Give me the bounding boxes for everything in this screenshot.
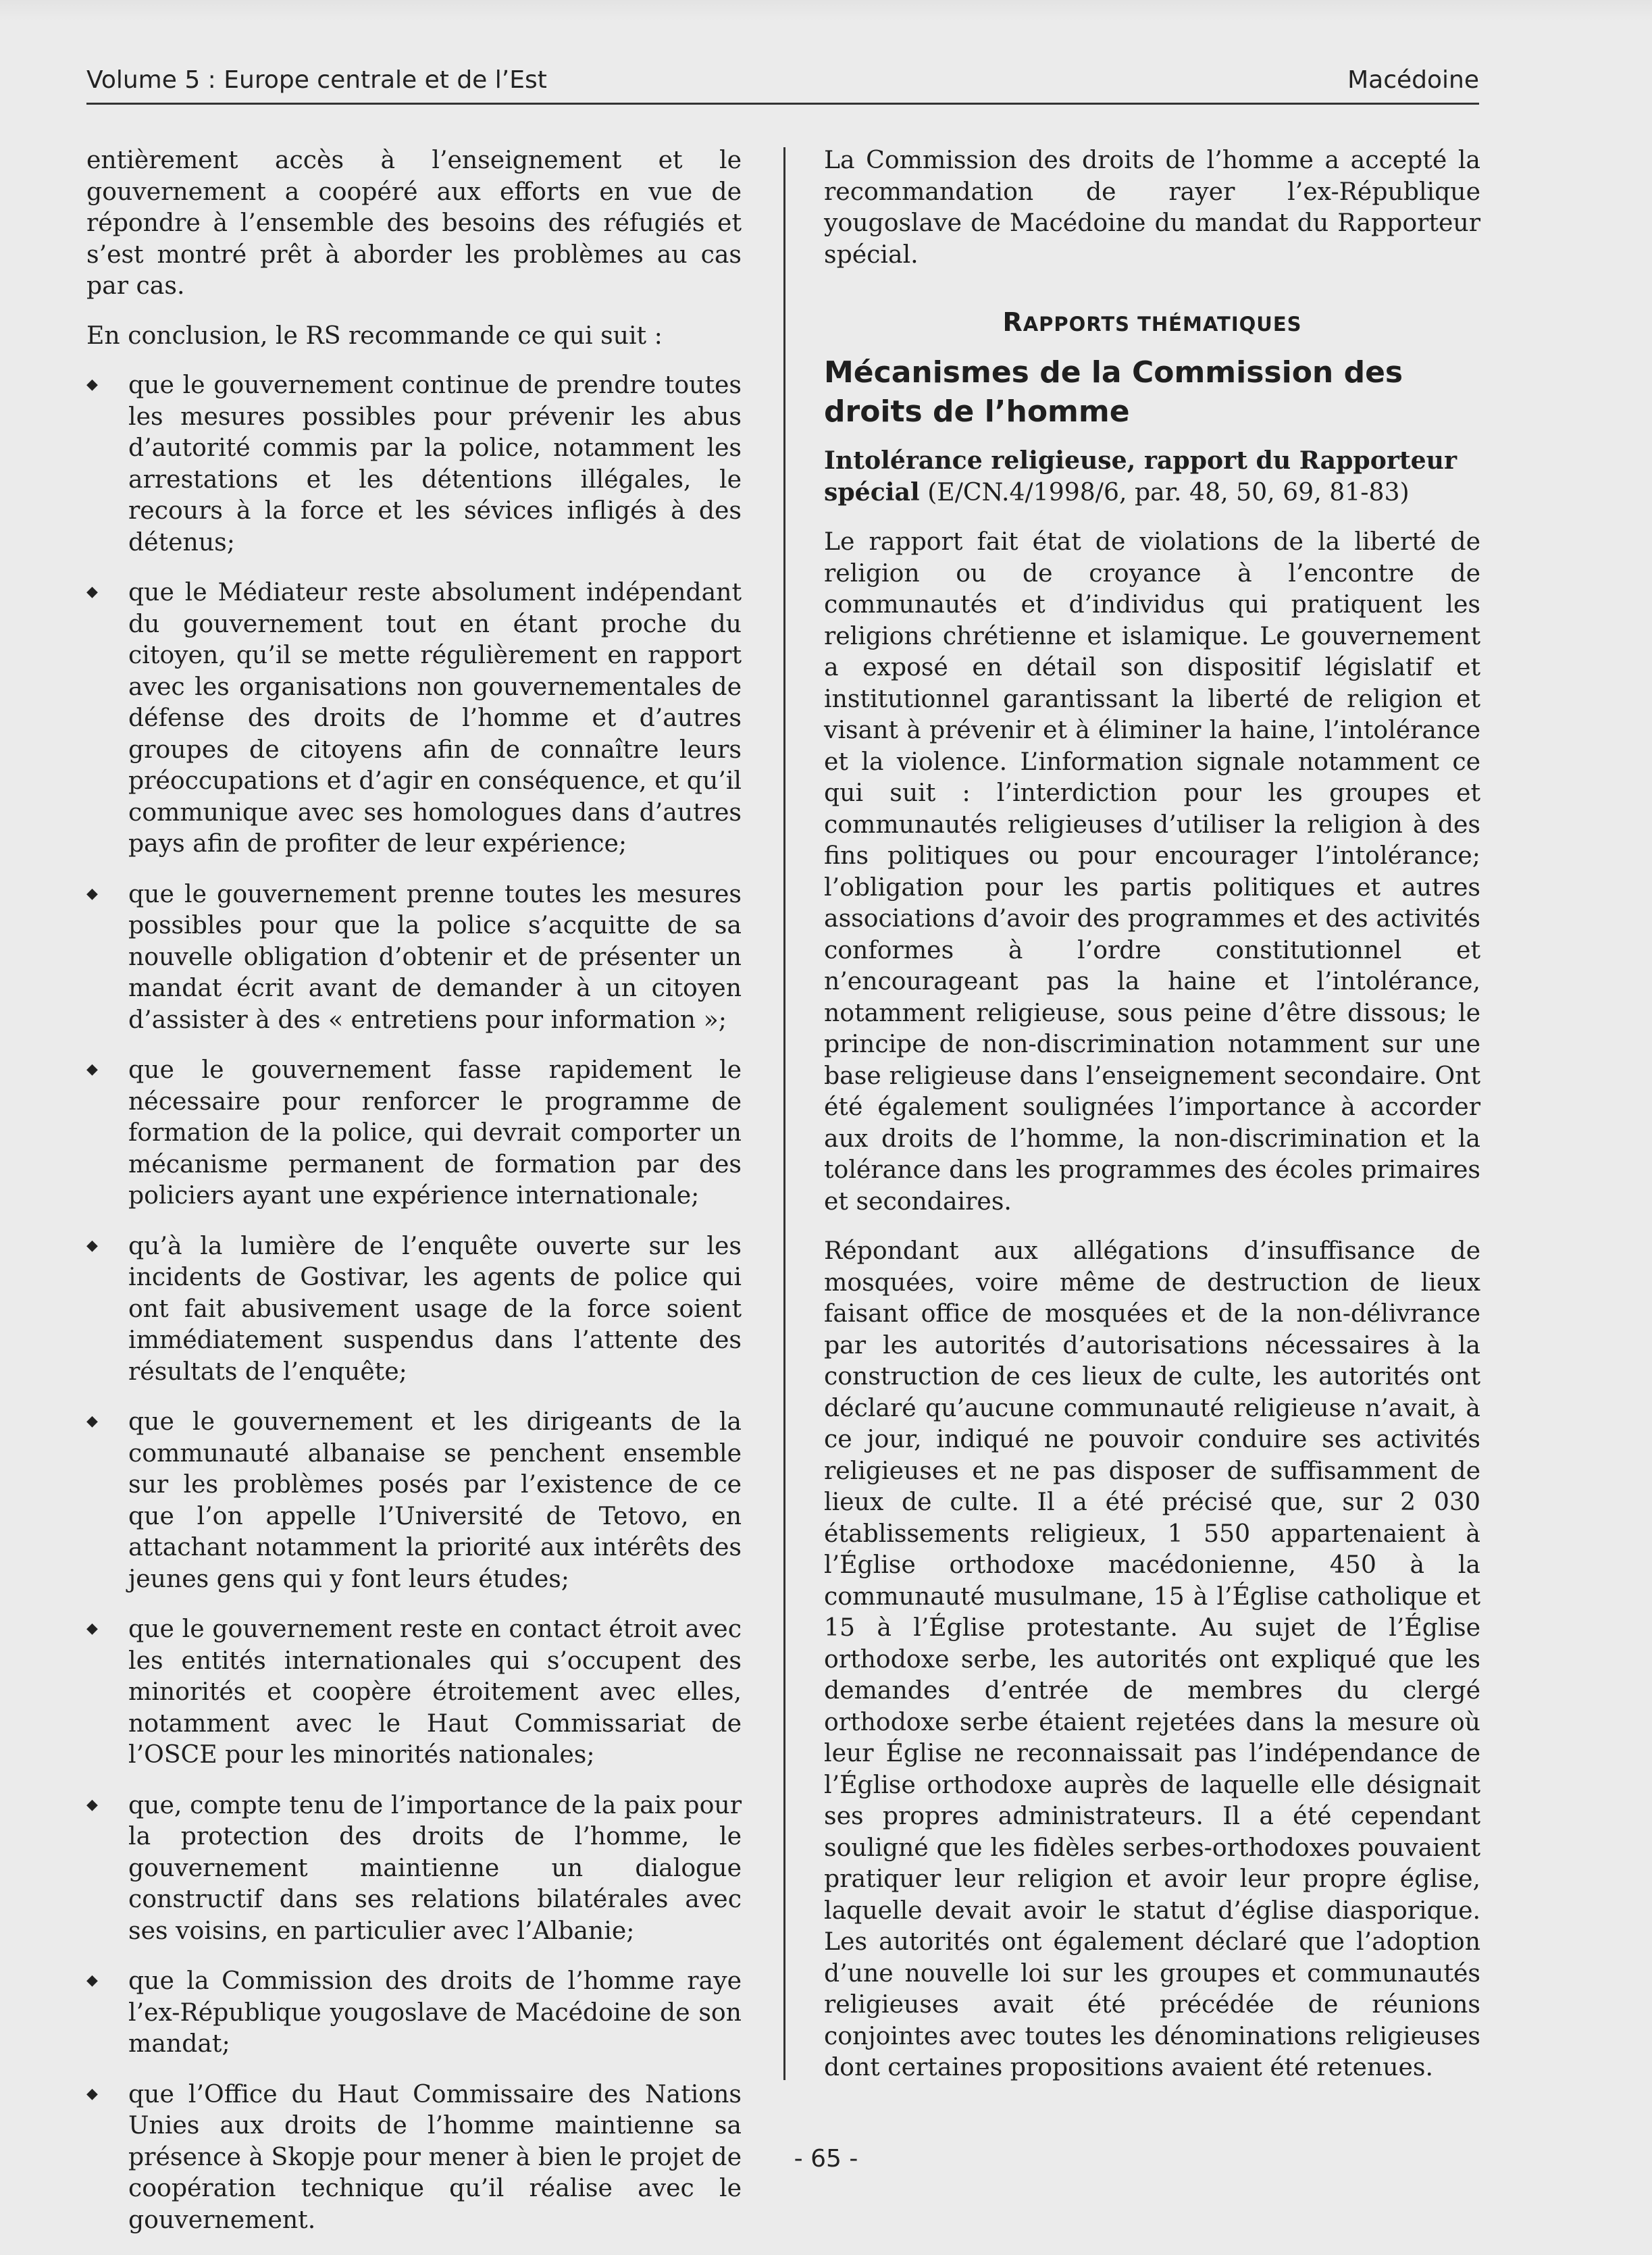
recommendation-text: que le gouvernement et les dirigeants de la communauté albanaise se penchent ensemble sur les problèmes posés par l’existence de ce que l’on appelle l’Université de Tetovo, en attachant notamment la priorité aux intérêts des jeunes gens qui y font leurs études; <box>128 1407 742 1593</box>
commission-paragraph: La Commission des droits de l’homme a accepté la recommandation de rayer l’ex-République yougoslave de Macédoine du mandat du Rapporteur spécial. <box>824 145 1480 269</box>
section-title-initial: R <box>1002 307 1023 337</box>
diamond-bullet-icon: ◆ <box>86 1237 98 1254</box>
header-country: Macédoine <box>1347 66 1479 94</box>
diamond-bullet-icon: ◆ <box>86 376 98 393</box>
response-paragraph: Répondant aux allégations d’insuffisance de mosquées, voire même de destruction de lieux faisant office de mosquées et de la non-délivrance par les autorités d’autorisations nécessaires à la construction de ces lieux de culte, les autorités ont déclaré qu’aucune communauté religieuse n’avait, à ce jour, indiqué ne pouvoir conduire ses activités religieuses et ne pas disposer de suffisamment de lieux de culte. Il a été précisé que, sur 2 030 établissements religieux, 1 550 appartenaient à l’Église orthodoxe macédonienne, 450 à la communauté musulmane, 15 à l’Église catholique et 15 à l’Église protestante. Au sujet de l’Église orthodoxe serbe, les autorités ont expliqué que les demandes d’entrée de membres du clergé orthodoxe serbe étaient rejetées dans la mesure où leur Église ne reconnaissait pas l’indépendance de l’Église orthodoxe auprès de laquelle elle désignait ses propres administrateurs. Il a été cependant souligné que les fidèles serbes-orthodoxes pouvaient pratiquer leur religion et avoir leur propre église, laquelle devait avoir le statut d’église diasporique. Les autorités ont également déclaré que l’adoption d’une nouvelle loi sur les groupes et communautés religieuses avait été précédée de réunions conjointes avec toutes les dénominations religieuses dont certaines propositions avaient été retenues. <box>824 1236 1480 2081</box>
diamond-bullet-icon: ◆ <box>86 1796 98 1813</box>
recommendation-item <box>86 879 742 1036</box>
section-title <box>824 305 1480 341</box>
intro-fragment-paragraph: entièrement accès à l’enseignement et le gouvernement a coopéré aux efforts en vue de répondre à l’ensemble des besoins des réfugiés et s’est montré prêt à aborder les problèmes au cas par cas. <box>86 145 742 300</box>
recommendation-item <box>86 577 742 860</box>
diamond-bullet-icon: ◆ <box>86 584 98 600</box>
recommendation-text: que, compte tenu de l’importance de la paix pour la protection des droits de l’homme, le gouvernement maintienne un dialogue constructif dans ses relations bilatérales avec ses voisins, en particulier avec l’Albanie; <box>128 1790 742 1945</box>
recommendation-text: que le gouvernement reste en contact étroit avec les entités internationales qui s’occupent des minorités et coopère étroitement avec elles, notamment avec le Haut Commissariat de l’OSCE pour les minorités nationales; <box>128 1614 742 1769</box>
diamond-bullet-icon: ◆ <box>86 1413 98 1430</box>
column-divider <box>783 147 785 2080</box>
recommendation-text: qu’à la lumière de l’enquête ouverte sur les incidents de Gostivar, les agents de police qui ont fait abusivement usage de la force soient immédiatement suspendus dans l’attente des résultats de l’enquête; <box>128 1230 742 1386</box>
right-column <box>824 145 1480 2102</box>
item-title-text: Intolérance religieuse, rapport du Rapporteur spécial <box>824 446 1457 507</box>
diamond-bullet-icon: ◆ <box>86 1620 98 1637</box>
recommendation-text: que le gouvernement prenne toutes les mesures possibles pour que la police s’acquitte de sa nouvelle obligation d’obtenir et de présenter un mandat écrit avant de demander à un citoyen d’assister à des « entretiens pour information »; <box>128 879 742 1034</box>
section-title-rest: APPORTS THÉMATIQUES <box>1023 313 1302 336</box>
recommendation-item <box>86 1406 742 1595</box>
recommendation-text: que la Commission des droits de l’homme raye l’ex-République yougoslave de Macédoine de son mandat; <box>128 1966 742 2058</box>
header-volume-title: Volume 5 : Europe centrale et de l’Est <box>86 66 547 94</box>
recommendation-item <box>86 1613 742 1771</box>
header-rule <box>86 103 1479 105</box>
recommendation-item <box>86 1965 742 2060</box>
recommendation-item <box>86 1054 742 1212</box>
report-paragraph: Le rapport fait état de violations de la liberté de religion ou de croyance à l’encontre de communautés et d’individus qui pratiquent les religions chrétienne et islamique. Le gouvernement a exposé en détail son dispositif législatif et institutionnel garantissant la liberté de religion et visant à prévenir et à éliminer la haine, l’intolérance et la violence. L’information signale notamment ce qui suit : l’interdiction pour les groupes et communautés religieuses d’utiliser la religion à des fins politiques ou pour encourager l’intolérance; l’obligation pour les partis politiques et autres associations d’avoir des programmes et des activités conformes à l’ordre constitutionnel et n’encourageant pas la haine et l’intolérance, notamment religieuse, sous peine d’être dissous; le principe de non-discrimination notamment sur une base religieuse dans l’enseignement secondaire. Ont été également soulignées l’importance à accorder aux droits de l’homme, la non-discrimination et la tolérance dans les programmes des écoles primaires et secondaires. <box>824 527 1480 1216</box>
conclusion-paragraph: En conclusion, le RS recommande ce qui suit : <box>86 320 663 350</box>
recommendation-text: que le gouvernement continue de prendre toutes les mesures possibles pour prévenir les abus d’autorité commis par la police, notamment les arrestations et les détentions illégales, le recours à la force et les sévices infligés à des détenus; <box>128 370 742 556</box>
subsection-title: Mécanismes de la Commission des droits de l’homme <box>824 355 1403 429</box>
diamond-bullet-icon: ◆ <box>86 1972 98 1989</box>
running-header <box>86 66 1479 100</box>
diamond-bullet-icon: ◆ <box>86 2085 98 2102</box>
diamond-bullet-icon: ◆ <box>86 885 98 902</box>
page-number: - 65 - <box>794 2145 858 2173</box>
recommendation-text: que le Médiateur reste absolument indépendant du gouvernement tout en étant proche du citoyen, qu’il se mette régulièrement en rapport avec les organisations non gouvernementales de défense des droits de l’homme et d’autres groupes de citoyens afin de connaître leurs préoccupations et d’agir en conséquence, et qu’il communique avec ses homologues dans d’autres pays afin de profiter de leur expérience; <box>128 577 742 858</box>
recommendation-item <box>86 369 742 558</box>
recommendation-text: que le gouvernement fasse rapidement le nécessaire pour renforcer le programme de formation de la police, qui devrait comporter un mécanisme permanent de formation par des policiers ayant une expérience internationale; <box>128 1055 742 1210</box>
item-title <box>824 445 1480 508</box>
left-column <box>86 145 742 2254</box>
item-reference: (E/CN.4/1998/6, par. 48, 50, 69, 81-83) <box>919 477 1410 507</box>
recommendation-item <box>86 1790 742 1947</box>
diamond-bullet-icon: ◆ <box>86 1061 98 1078</box>
recommendation-text: que l’Office du Haut Commissaire des Nations Unies aux droits de l’homme maintienne sa présence à Skopje pour mener à bien le projet de coopération technique qu’il réalise avec le gouvernement. <box>128 2079 742 2234</box>
recommendation-item <box>86 1230 742 1388</box>
recommendation-list <box>86 369 742 2235</box>
